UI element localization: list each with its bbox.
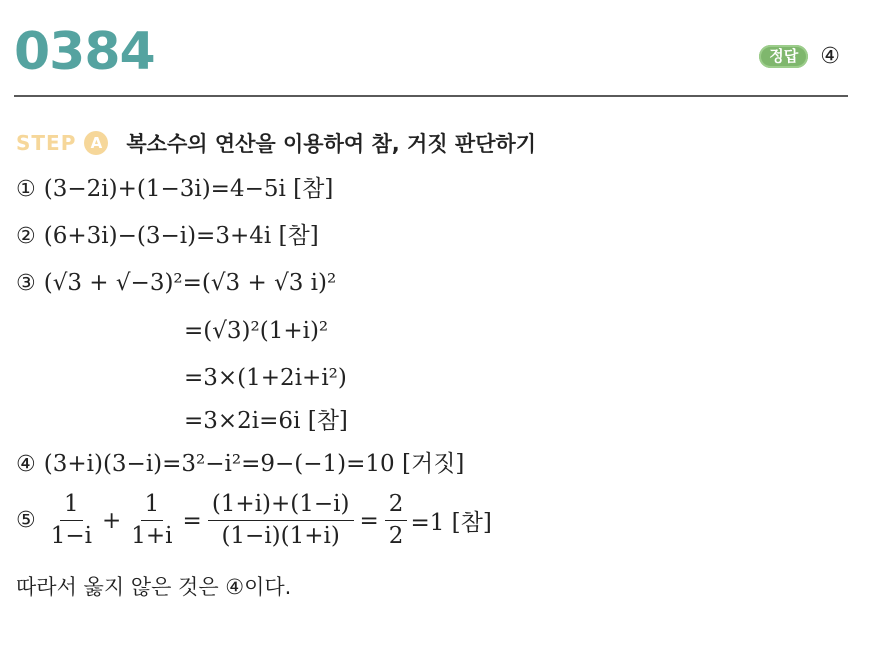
step-label: STEP xyxy=(16,131,77,155)
item-3-step-3: =3×2i=6i [참] xyxy=(184,408,348,434)
item-4-number: ④ xyxy=(16,452,36,477)
problem-number: 0384 xyxy=(14,22,155,82)
fraction-2-denominator: 1+i xyxy=(131,523,173,550)
fraction-3 xyxy=(208,492,354,550)
item-2-expression: (6+3i)−(3−i)=3+4i [참] xyxy=(43,223,319,249)
item-2-number: ② xyxy=(16,224,36,249)
fraction-4-numerator: 2 xyxy=(385,492,408,521)
item-1-number: ① xyxy=(16,177,36,202)
answer-area xyxy=(759,44,840,69)
item-5-tail: =1 [참] xyxy=(410,510,492,537)
answer-value: ④ xyxy=(820,44,840,69)
fraction-2 xyxy=(127,492,176,550)
item-1 xyxy=(16,178,333,201)
item-3-number: ③ xyxy=(16,271,36,296)
fraction-2-numerator: 1 xyxy=(141,492,164,521)
item-4 xyxy=(16,453,464,476)
header-divider xyxy=(14,95,848,97)
step-title: 복소수의 연산을 이용하여 참, 거짓 판단하기 xyxy=(126,132,537,156)
fraction-3-denominator: (1−i)(1+i) xyxy=(221,523,340,550)
equals-sign-2: = xyxy=(359,507,379,534)
fraction-1-numerator: 1 xyxy=(60,492,83,521)
fraction-4-denominator: 2 xyxy=(388,523,404,550)
item-2 xyxy=(16,225,319,248)
item-3-step-1: =(√3)²(1+i)² xyxy=(184,318,329,344)
item-4-expression: (3+i)(3−i)=3²−i²=9−(−1)=10 [거짓] xyxy=(43,451,465,477)
plus-sign: + xyxy=(102,507,122,534)
equals-sign-1: = xyxy=(182,507,202,534)
problem-header xyxy=(0,0,874,100)
conclusion-text: 따라서 옳지 않은 것은 ④이다. xyxy=(16,575,292,599)
item-1-expression: (3−2i)+(1−3i)=4−5i [참] xyxy=(43,176,334,202)
answer-badge: 정답 xyxy=(759,45,808,68)
fraction-4 xyxy=(385,492,408,550)
fraction-1 xyxy=(47,492,96,550)
item-5 xyxy=(16,492,492,550)
item-3 xyxy=(16,272,336,295)
step-badge: A xyxy=(84,131,108,155)
fraction-1-denominator: 1−i xyxy=(50,523,92,550)
fraction-3-numerator: (1+i)+(1−i) xyxy=(208,492,354,521)
step-heading xyxy=(16,128,536,158)
item-3-expression: (√3 + √−3)²=(√3 + √3 i)² xyxy=(43,270,337,296)
item-3-step-2: =3×(1+2i+i²) xyxy=(184,365,347,391)
item-5-number: ⑤ xyxy=(16,508,36,534)
